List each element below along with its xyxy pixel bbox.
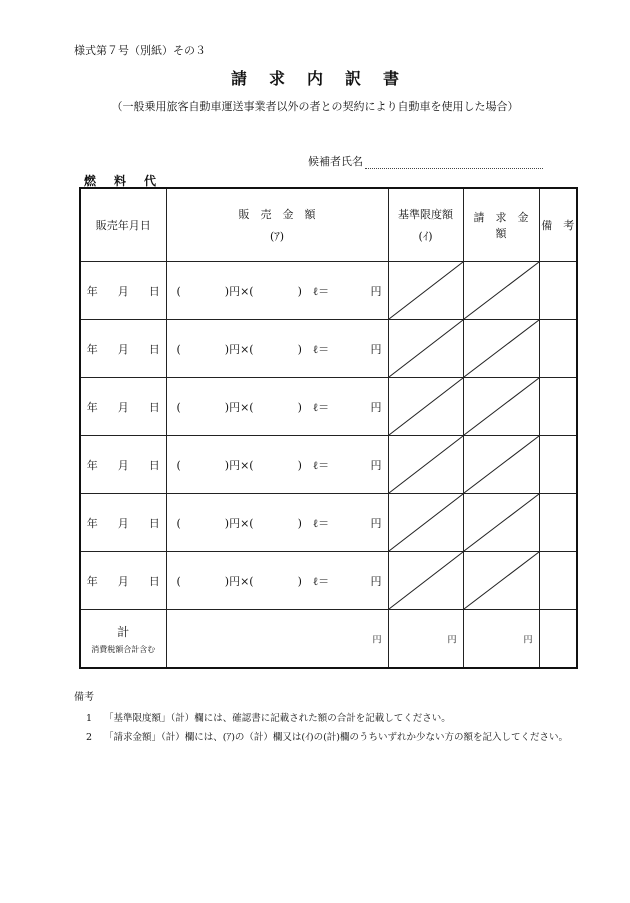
claim-cell-crossed (463, 436, 539, 494)
limit-cell-crossed (388, 262, 463, 320)
year-label: 年 (86, 458, 98, 472)
day-label: 日 (148, 458, 160, 472)
header-limit (388, 188, 463, 262)
note-text: 「請求金額」（計）欄には、(ｱ)の（計）欄又は(ｲ)の(計)欄のうちいずれか少ない方の額を記入してください。 (104, 732, 568, 743)
header-amount (166, 188, 388, 262)
calc-formula: ( )円×( ) ℓ＝ (176, 400, 330, 414)
sale-amount-cell[interactable] (166, 262, 388, 320)
total-limit-yen: 円 (447, 635, 457, 645)
calc-formula: ( )円×( ) ℓ＝ (176, 516, 330, 530)
remarks-cell[interactable] (539, 552, 577, 610)
month-label: 月 (117, 342, 129, 356)
month-label: 月 (117, 400, 129, 414)
remarks-cell[interactable] (539, 378, 577, 436)
day-label: 日 (148, 574, 160, 588)
limit-cell-crossed (388, 436, 463, 494)
total-remarks[interactable] (539, 610, 577, 669)
sale-date-cell[interactable] (80, 262, 166, 320)
total-label-cell (80, 610, 166, 669)
sale-amount-cell[interactable] (166, 436, 388, 494)
table-row (80, 320, 577, 378)
table-row (80, 262, 577, 320)
header-date (80, 188, 166, 262)
day-label: 日 (148, 284, 160, 298)
year-label: 年 (86, 400, 98, 414)
yen-label: 円 (370, 342, 382, 356)
note-text: 「基準限度額」（計）欄には、確認書に記載された額の合計を記載してください。 (104, 713, 451, 724)
total-label: 計 (117, 624, 130, 639)
day-label: 日 (148, 400, 160, 414)
table-row (80, 552, 577, 610)
month-label: 月 (117, 516, 129, 530)
calc-formula: ( )円×( ) ℓ＝ (176, 284, 330, 298)
claim-cell-crossed (463, 262, 539, 320)
note-number: 2 (86, 732, 93, 743)
header-amount-code: (ｱ) (269, 230, 285, 243)
yen-label: 円 (370, 574, 382, 588)
header-claim (463, 188, 539, 262)
page-subtitle: （一般乗用旅客自動車運送事業者以外の者との契約により自動車を使用した場合） (111, 100, 519, 113)
yen-label: 円 (370, 458, 382, 472)
header-claim-label: 請 求 金 額 (473, 211, 540, 240)
section-label: 燃料代 (84, 174, 175, 188)
claim-cell-crossed (463, 320, 539, 378)
note-item (86, 729, 568, 743)
year-label: 年 (86, 574, 98, 588)
candidate-name-label: 候補者氏名 (308, 155, 363, 168)
sale-amount-cell[interactable] (166, 552, 388, 610)
header-remarks (539, 188, 577, 262)
total-amount[interactable] (166, 610, 388, 669)
total-claim-yen: 円 (523, 635, 533, 645)
total-claim[interactable] (463, 610, 539, 669)
calc-formula: ( )円×( ) ℓ＝ (176, 574, 330, 588)
month-label: 月 (117, 574, 129, 588)
year-label: 年 (86, 516, 98, 530)
sale-date-cell[interactable] (80, 320, 166, 378)
year-label: 年 (86, 342, 98, 356)
yen-label: 円 (370, 400, 382, 414)
table-row (80, 378, 577, 436)
limit-cell-crossed (388, 552, 463, 610)
header-limit-code: (ｲ) (418, 230, 433, 243)
sale-amount-cell[interactable] (166, 378, 388, 436)
claim-cell-crossed (463, 494, 539, 552)
remarks-cell[interactable] (539, 320, 577, 378)
header-amount-label: 販 売 金 額 (238, 208, 316, 221)
note-item (86, 710, 451, 724)
month-label: 月 (117, 284, 129, 298)
total-sublabel: 消費税額合計含む (91, 644, 156, 654)
remarks-cell[interactable] (539, 436, 577, 494)
yen-label: 円 (370, 516, 382, 530)
sale-date-cell[interactable] (80, 494, 166, 552)
claim-cell-crossed (463, 378, 539, 436)
calc-formula: ( )円×( ) ℓ＝ (176, 458, 330, 472)
sale-date-cell[interactable] (80, 378, 166, 436)
limit-cell-crossed (388, 320, 463, 378)
sale-date-cell[interactable] (80, 552, 166, 610)
header-date-label: 販売年月日 (95, 219, 151, 232)
limit-cell-crossed (388, 494, 463, 552)
total-amount-yen: 円 (372, 635, 382, 645)
candidate-name-line[interactable] (365, 156, 543, 169)
claim-cell-crossed (463, 552, 539, 610)
notes-title: 備考 (74, 692, 94, 703)
table-row (80, 436, 577, 494)
header-limit-label: 基準限度額 (398, 208, 453, 221)
day-label: 日 (148, 342, 160, 356)
candidate-name-field[interactable] (308, 153, 543, 169)
sale-amount-cell[interactable] (166, 494, 388, 552)
month-label: 月 (117, 458, 129, 472)
claim-table (79, 187, 578, 669)
sale-date-cell[interactable] (80, 436, 166, 494)
remarks-cell[interactable] (539, 262, 577, 320)
remarks-cell[interactable] (539, 494, 577, 552)
header-remarks-label: 備 考 (541, 219, 575, 232)
form-number: 様式第７号（別紙）その３ (74, 44, 206, 57)
yen-label: 円 (370, 284, 382, 298)
page-title: 請求内訳書 (230, 69, 421, 88)
note-number: 1 (86, 713, 93, 724)
table-row (80, 494, 577, 552)
day-label: 日 (148, 516, 160, 530)
limit-cell-crossed (388, 378, 463, 436)
year-label: 年 (86, 284, 98, 298)
calc-formula: ( )円×( ) ℓ＝ (176, 342, 330, 356)
sale-amount-cell[interactable] (166, 320, 388, 378)
total-limit[interactable] (388, 610, 463, 669)
